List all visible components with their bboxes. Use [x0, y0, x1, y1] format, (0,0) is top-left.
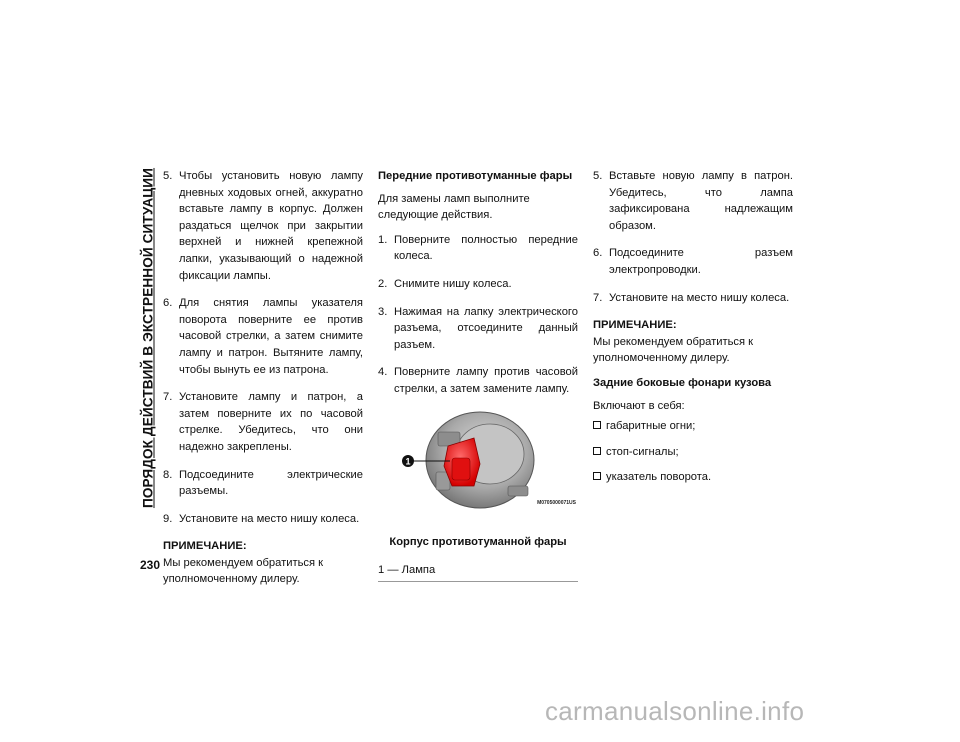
note-heading: ПРИМЕЧАНИЕ:: [163, 540, 247, 553]
bullet-item: стоп-сигналы;: [593, 444, 793, 461]
figure-code: M0705000071US: [537, 499, 576, 506]
list-item: 6. Для снятия лампы указателя поворота поверните ее против часовой стрелки, а затем снимите лампу и патрон. Вытяните лампу, чтобы вынуть ее из патрона.: [163, 297, 363, 376]
list-item: 1. Поверните полностью передние колеса.: [378, 233, 578, 263]
list-item: 5. Вставьте новую лампу в патрон. Убедитесь, что лампа зафиксирована надлежащим образом.: [593, 170, 793, 232]
column-1: [163, 168, 363, 596]
list-item: 8. Подсоедините электрические разъемы.: [163, 468, 363, 498]
note-text: Мы рекомендуем обратиться к уполномоченному дилеру.: [593, 335, 754, 365]
list-item: 4. Поверните лампу против часовой стрелки, а затем замените лампу.: [378, 366, 578, 395]
list-item: 3. Нажимая на лапку электрического разъема, отсоедините данный разъем.: [378, 305, 578, 351]
note-heading: ПРИМЕЧАНИЕ:: [593, 319, 677, 332]
checkbox-square-icon: [593, 472, 601, 480]
list-item: 6. Подсоедините разъем электропроводки.: [593, 247, 793, 276]
list-item: 9. Установите на место нишу колеса.: [163, 512, 360, 525]
callout-label: 1: [405, 456, 411, 467]
section-heading: Передние противотуманные фары: [378, 170, 573, 182]
bullet-item: указатель поворота.: [593, 469, 793, 486]
figure-legend: 1 — Лампа: [378, 562, 578, 582]
watermark: carmanualsonline.info: [545, 696, 805, 726]
checkbox-square-icon: [593, 421, 601, 429]
section-heading: Задние боковые фонари кузова: [593, 376, 772, 389]
list-item: 7. Установите лампу и патрон, а затем поверните их по часовой стрелке. Убедитесь, что они надежно закреплены.: [163, 391, 363, 453]
includes-text: Включают в себя:: [593, 399, 685, 412]
list-item: 7. Установите на место нишу колеса.: [593, 291, 790, 304]
bullet-item: габаритные огни;: [593, 418, 793, 435]
list-item: 2. Снимите нишу колеса.: [378, 277, 512, 290]
column-3: [593, 168, 793, 495]
fog-lamp-figure: [378, 402, 578, 532]
side-title-text: ПОРЯДОК ДЕЙСТВИЙ В ЭКСТРЕННОЙ СИТУАЦИИ: [140, 167, 156, 509]
fog-lamp-housing-illustration: [378, 402, 578, 532]
intro-text: Для замены ламп выполните следующие действия.: [378, 192, 530, 222]
list-item: 5. Чтобы установить новую лампу дневных ходовых огней, аккуратно вставьте лампу в корпус. Должен раздаться щелчок при закрытии верхней и нижней крепежной лапки, указывающий о надежной фиксации лампы.: [163, 170, 363, 282]
note-text: Мы рекомендуем обратиться к уполномоченному дилеру.: [163, 556, 324, 586]
page-number: 230: [140, 558, 161, 572]
checkbox-square-icon: [593, 447, 601, 455]
column-2: [378, 168, 578, 582]
figure-caption: Корпус противотуманной фары: [389, 535, 567, 548]
side-section-title: [138, 168, 158, 508]
